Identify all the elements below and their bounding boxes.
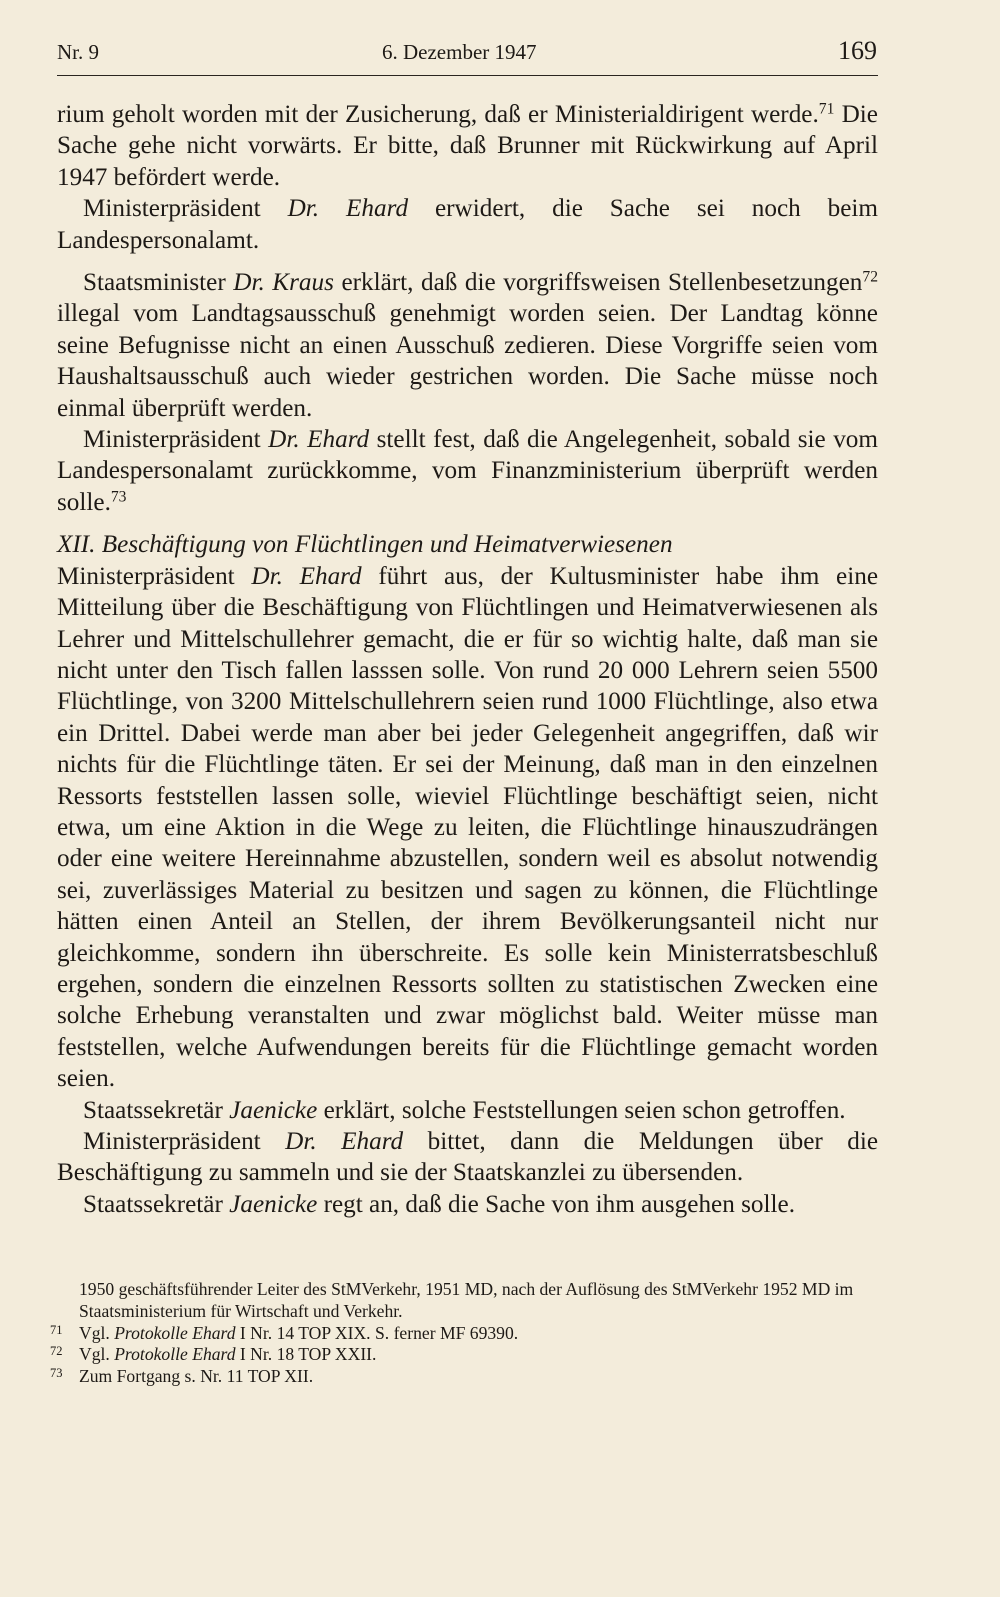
footnote-continuation: 1950 geschäftsführender Leiter des StMVerkehr, 1951 MD, nach der Auflösung des StMVerkehr 1952 MD im Staatsministerium für Wirtschaft und Verkehr. bbox=[79, 1279, 854, 1321]
text-run: I Nr. 18 TOP XXII. bbox=[235, 1344, 377, 1365]
text-run: regt an, daß die Sache von ihm ausgehen solle. bbox=[317, 1190, 795, 1218]
speaker-title: Ministerpräsident bbox=[83, 195, 288, 223]
text-run: Zum Fortgang s. Nr. 11 TOP XII. bbox=[79, 1366, 314, 1387]
paragraph-2 bbox=[57, 193, 878, 256]
footnote-72 bbox=[50, 1344, 878, 1366]
text-run: Die Sache gehe nicht vorwärts. Er bitte, daß Brunner mit Rückwirkung auf April 1947 befördert werde. bbox=[57, 101, 878, 191]
main-text bbox=[57, 99, 878, 1220]
speaker-title: Staatsminister bbox=[83, 269, 234, 297]
footnote-71 bbox=[50, 1322, 878, 1345]
paragraph-7 bbox=[57, 1126, 878, 1189]
text-run: Vgl. bbox=[79, 1322, 115, 1343]
page-number: 169 bbox=[838, 36, 877, 65]
text-run: führt aus, der Kultusminister habe ihm eine Mitteilung über die Beschäftigung von Flüchtlingen und Heimatverwiesenen als Lehrer und Mittelschullehrer gemacht, die er für so wichtig halte, daß man sie nicht unter den Tisch fallen lasssen solle. Von rund 20 000 Lehrern seien 5500 Flüchtlinge, von 3200 Mittelschullehrern seien rund 1000 Flüchtlinge, also etwa ein Drittel. Dabei werde man aber bei jeder Gelegenheit angegriffen, daß wir nichts für die Flüchtlinge täten. Er sei der Meinung, daß man in den einzelnen Ressorts feststellen lassen solle, wieviel Flüchtlinge beschäftigt seien, nicht etwa, um eine Aktion in die Wege zu leiten, die Flüchtlinge hinauszudrängen oder eine weitere Hereinnahme abzustellen, sondern weil es absolut notwendig sei, zuverlässiges Material zu besitzen und sagen zu können, die Flüchtlinge hätten einen Anteil an Stellen, der ihrem Bevölkerungsanteil nicht nur gleichkomme, sondern ihn überschreite. Es solle kein Ministerratsbeschluß ergehen, sondern die einzelnen Ressorts sollten zu statistischen Zwecken eine solche Erhebung veranstalten und zwar möglichst bald. Weiter müsse man feststellen, welche Aufwendungen bereits für die Flüchtlinge gemacht worden seien. bbox=[57, 562, 878, 1093]
speaker-name: Dr. Ehard bbox=[251, 562, 362, 590]
footnotes bbox=[50, 1279, 878, 1388]
footnote-ref-73: 73 bbox=[110, 488, 127, 506]
speaker-name: Dr. Ehard bbox=[268, 426, 370, 454]
speaker-title: Ministerpräsident bbox=[57, 562, 252, 590]
text-run: illegal vom Landtagsausschuß genehmigt worden seien. Der Landtag könne seine Befugnisse nicht an einen Ausschuß zedieren. Diese Vorgriffe seien vom Haushaltsausschuß auch wieder gestrichen worden. Die Sache müsse noch einmal überprüft werden. bbox=[57, 300, 878, 422]
text-run: I Nr. 14 TOP XIX. S. ferner MF 69390. bbox=[235, 1322, 519, 1343]
section-heading: XII. Beschäftigung von Flüchtlingen und Heimatverwiesenen bbox=[57, 531, 673, 559]
text-run: rium geholt worden mit der Zusicherung, daß er Ministerialdirigent werde. bbox=[57, 101, 819, 128]
footnote-ref-71: 71 bbox=[818, 100, 835, 118]
speaker-name: Dr. Kraus bbox=[233, 269, 334, 297]
paragraph-5 bbox=[57, 561, 878, 1095]
text-run: erklärt, daß die vorgriffsweisen Stellenbesetzungen bbox=[333, 269, 863, 297]
speaker-title: Staatssekretär bbox=[83, 1096, 230, 1124]
paragraph-8 bbox=[57, 1189, 878, 1220]
text-run: stellt fest, daß die Angelegenheit, sobald sie vom Landespersonalamt zurückkomme, vom Finanzministerium überprüft werden solle. bbox=[57, 426, 878, 516]
header-rule bbox=[57, 75, 878, 76]
speaker-name: Jaenicke bbox=[229, 1096, 318, 1124]
text-run: erklärt, solche Feststellungen seien schon getroffen. bbox=[317, 1096, 846, 1124]
paragraph-6 bbox=[57, 1095, 878, 1126]
footnote-73 bbox=[50, 1366, 878, 1388]
speaker-title: Ministerpräsident bbox=[83, 426, 269, 454]
speaker-name: Dr. Ehard bbox=[285, 1128, 404, 1155]
speaker-name: Jaenicke bbox=[229, 1190, 318, 1218]
text-run: bittet, dann die Meldungen über die Beschäftigung zu sammeln und sie der Staatskanzlei zu übersenden. bbox=[57, 1128, 878, 1187]
speaker-title: Staatssekretär bbox=[83, 1190, 230, 1218]
footnote-ref-72: 72 bbox=[862, 268, 879, 286]
footnote-mark: 73 bbox=[50, 1366, 63, 1381]
footnote-mark: 72 bbox=[50, 1344, 63, 1359]
issue-number: Nr. 9 bbox=[57, 40, 99, 64]
speaker-title: Ministerpräsident bbox=[83, 1128, 286, 1155]
running-header bbox=[57, 34, 877, 74]
text-run: erwidert, die Sache sei noch beim Landespersonalamt. bbox=[57, 195, 878, 254]
cited-title: Protokolle Ehard bbox=[114, 1322, 236, 1343]
paragraph-4 bbox=[57, 424, 878, 518]
speaker-name: Dr. Ehard bbox=[287, 195, 409, 223]
header-date: 6. Dezember 1947 bbox=[382, 40, 537, 64]
footnote-mark: 71 bbox=[50, 1322, 63, 1337]
text-run: Vgl. bbox=[79, 1344, 115, 1365]
cited-title: Protokolle Ehard bbox=[114, 1344, 236, 1365]
paragraph-1 bbox=[57, 99, 878, 193]
paragraph-3 bbox=[57, 267, 878, 424]
